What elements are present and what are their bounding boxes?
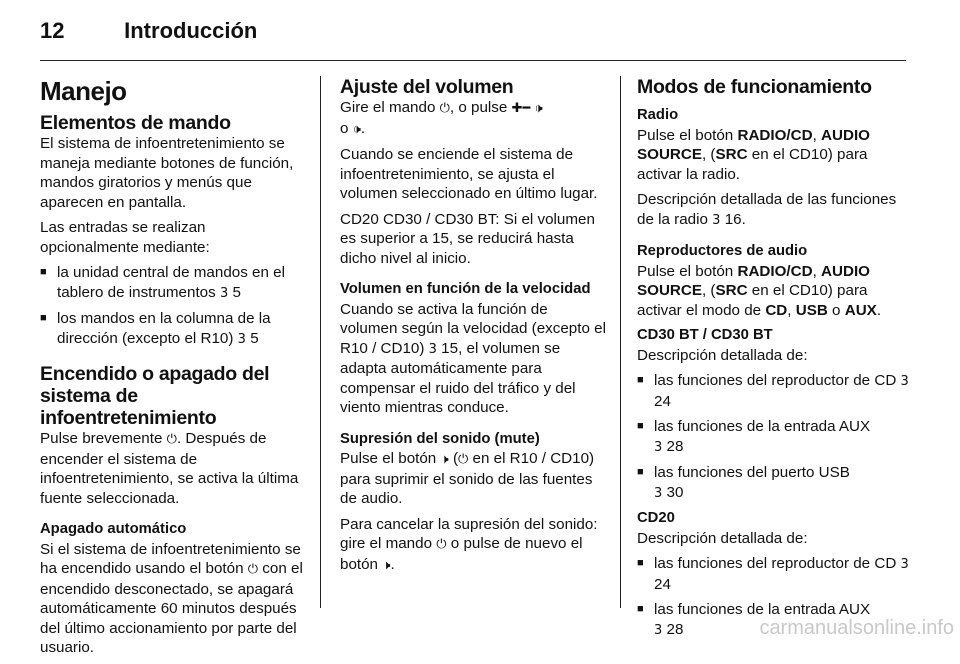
header-rule <box>40 60 906 61</box>
bullet-list <box>637 371 909 503</box>
paragraph: Gire el mando ⏻, o pulse ✚━ 🕩 o 🕩. <box>340 99 543 137</box>
list-item: ■ la unidad central de mandos en el tablero de instrumentos 3 5 <box>40 263 306 303</box>
page-header <box>40 18 257 44</box>
paragraph: Descripción detallada de: <box>637 529 808 547</box>
power-icon: ⏻ <box>247 562 259 577</box>
page-ref-icon: 3 <box>654 622 663 638</box>
paragraph: Cuando se activa la función de volumen según la velocidad (excepto el R10 / CD10) 3 15, el volumen se adapta automáticamente para compensar el ruido del tráfico y del viento mientras conduce. <box>340 300 606 416</box>
paragraph: Cuando se enciende el sistema de infoentretenimiento, se ajusta el volumen seleccionado en último lugar. <box>340 146 598 202</box>
heading-mute: Supresión del sonido (mute) <box>340 430 540 447</box>
watermark: carmanualsonline.info <box>759 617 954 639</box>
column-divider-1 <box>320 76 321 608</box>
column-divider-2 <box>620 76 621 608</box>
paragraph: Pulse brevemente ⏻. Después de encender el sistema de infoentretenimiento, se activa la última fuente seleccionada. <box>40 430 299 507</box>
bullet-list <box>40 263 306 349</box>
page-ref-icon: 3 <box>219 285 229 301</box>
heading-reproductores: Reproductores de audio <box>637 243 808 259</box>
paragraph: Pulse el botón RADIO/CD, AUDIO SOURCE, (SRC en el CD10) para activar la radio. <box>637 126 870 183</box>
volume-plus-icon: ✚ <box>511 101 523 116</box>
heading-cd20: CD20 <box>637 510 675 526</box>
list-item: ■ los mandos en la columna de la dirección (excepto el R10) 3 5 <box>40 309 306 349</box>
power-icon: ⏻ <box>458 452 469 467</box>
heading-encendido: Encendido o apagado del sistema de infoentretenimiento <box>40 363 270 429</box>
paragraph: El sistema de infoentretenimiento se maneja mediante botones de función, mandos giratorios y menús que aparecen en pantalla. <box>40 135 294 211</box>
page-ref-icon: 3 <box>712 212 721 228</box>
section-title: Introducción <box>124 18 258 43</box>
paragraph: Pulse el botón 🕨 (⏻ en el R10 / CD10) para suprimir el sonido de las fuentes de audio. <box>340 450 595 507</box>
column-2 <box>340 76 606 581</box>
heading-modos: Modos de funcionamiento <box>637 76 872 98</box>
paragraph: CD20 CD30 / CD30 BT: Si el volumen es superior a 15, se reducirá hasta dicho nivel al inicio. <box>340 210 595 267</box>
page-ref-icon: 3 <box>237 331 246 347</box>
page-ref-icon: 3 <box>428 341 437 357</box>
list-item: ■ las funciones del puerto USB 3 30 <box>637 463 909 503</box>
paragraph: Las entradas se realizan opcionalmente mediante: <box>40 219 210 256</box>
column-1 <box>40 76 306 664</box>
page-number: 12 <box>40 18 65 43</box>
paragraph: Descripción detallada de: <box>637 346 808 364</box>
column-3 <box>637 76 909 646</box>
heading-elementos: Elementos de mando <box>40 112 231 134</box>
speaker-icon: 🕩 <box>352 121 361 137</box>
paragraph: Pulse el botón RADIO/CD, AUDIO SOURCE, (SRC en el CD10) para activar el modo de CD, USB o AUX. <box>637 262 882 319</box>
list-item: ■ las funciones del reproductor de CD 3 24 <box>637 554 909 594</box>
paragraph: Si el sistema de infoentretenimiento se ha encendido usando el botón ⏻ con el encendido desconectado, se apagará automáticamente 60 minutos después del último accionamiento por parte del usuario. <box>40 540 303 656</box>
heading-radio: Radio <box>637 107 679 123</box>
paragraph: Para cancelar la supresión del sonido: gire el mando ⏻ o pulse de nuevo el botón 🕨. <box>340 515 598 573</box>
page-ref-icon: 3 <box>900 557 909 572</box>
heading-manejo: Manejo <box>40 76 127 106</box>
speaker-icon: 🕩 <box>534 101 543 116</box>
heading-volumen: Ajuste del volumen <box>340 76 514 98</box>
mute-icon: 🕨 <box>440 452 449 467</box>
paragraph: Descripción detallada de las funciones de la radio 3 16. <box>637 191 897 228</box>
heading-apagado: Apagado automático <box>40 521 187 537</box>
heading-volumen-velocidad: Volumen en función de la velocidad <box>340 281 591 297</box>
page-ref-icon: 3 <box>654 485 663 501</box>
heading-cd30: CD30 BT / CD30 BT <box>637 327 773 343</box>
list-item: ■ las funciones del reproductor de CD 3 24 <box>637 371 909 411</box>
page-ref-icon: 3 <box>654 439 663 455</box>
volume-minus-icon: ━ <box>522 101 531 116</box>
power-icon: ⏻ <box>436 537 447 552</box>
list-item: ■ las funciones de la entrada AUX 3 28 <box>637 600 909 640</box>
mute-icon: 🕨 <box>382 557 391 573</box>
page-ref-icon: 3 <box>900 374 909 389</box>
power-icon: ⏻ <box>439 101 450 116</box>
power-icon: ⏻ <box>166 432 177 447</box>
list-item: ■ las funciones de la entrada AUX 3 28 <box>637 417 909 457</box>
